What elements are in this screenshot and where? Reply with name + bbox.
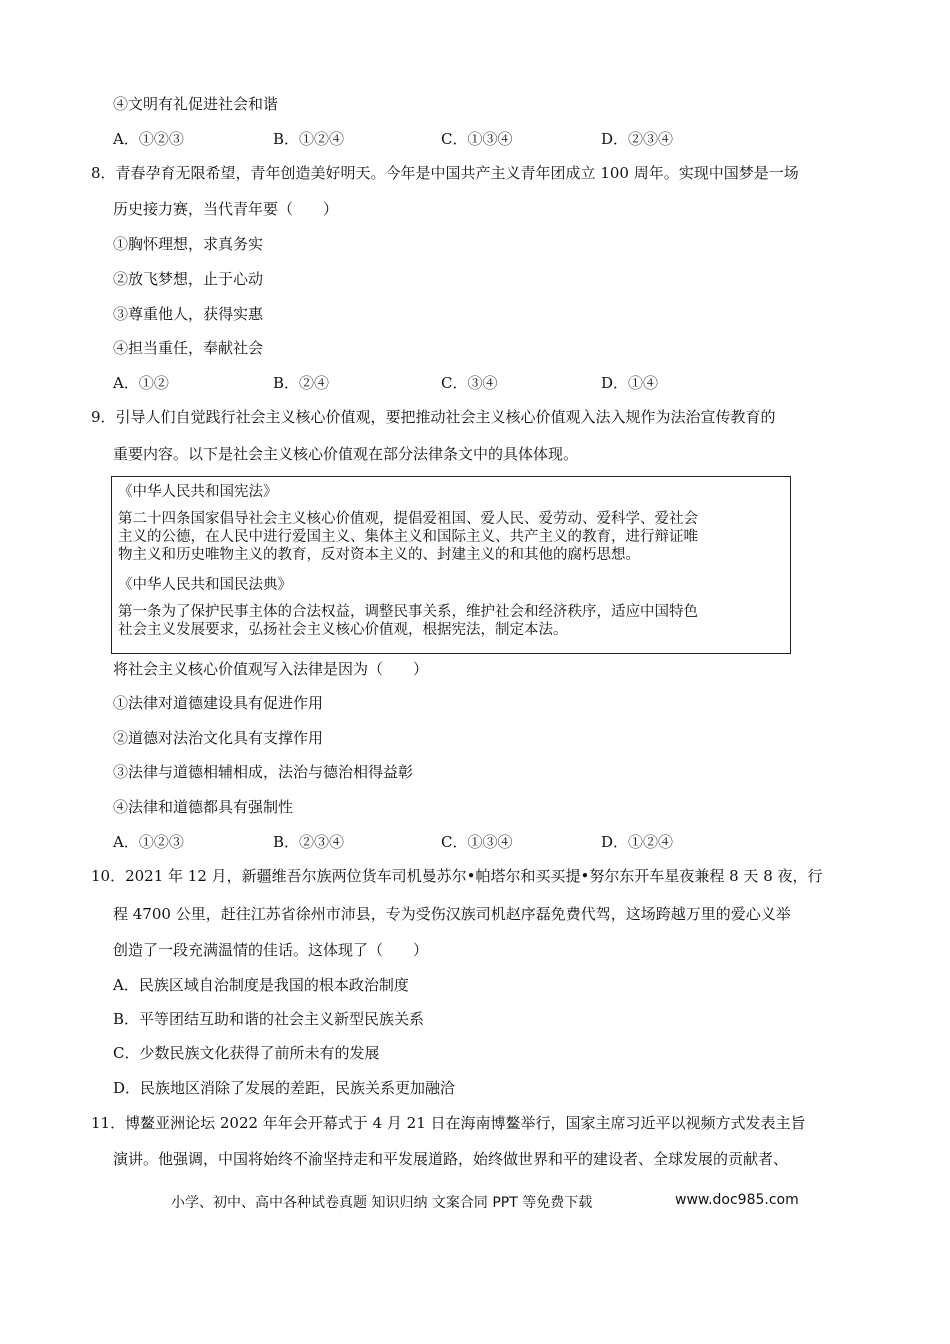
q10-option-d[interactable]: D．民族地区消除了发展的差距，民族关系更加融洽 (113, 1079, 456, 1097)
law-2-text-line-2: 社会主义发展要求，弘扬社会主义核心价值观，根据宪法，制定本法。 (118, 622, 568, 638)
q10-option-c[interactable]: C．少数民族文化获得了前所未有的发展 (113, 1044, 380, 1062)
q7-option-c[interactable]: C．①③④ (441, 130, 513, 148)
q9-question: 将社会主义核心价值观写入法律是因为（ ） (113, 660, 429, 678)
q9-option-a[interactable]: A．①②③ (113, 833, 184, 851)
q10-stem-line-1: 10．2021 年 12 月，新疆维吾尔族两位货车司机曼苏尔•帕塔尔和买买提•努尔东开车星夜兼程 8 天 8 夜，行 (91, 867, 823, 885)
law-1-text-line-3: 物主义和历史唯物主义的教育，反对资本主义的、封建主义的和其他的腐朽思想。 (118, 547, 640, 563)
q8-option-a[interactable]: A．①② (113, 374, 169, 392)
q8-option-c[interactable]: C．③④ (441, 374, 498, 392)
q9-item-2: ②道德对法治文化具有支撑作用 (113, 729, 324, 747)
q8-option-b[interactable]: B．②④ (273, 374, 330, 392)
q9-item-4: ④法律和道德都具有强制性 (113, 798, 294, 816)
law-1-text-line-2: 主义的公德，在人民中进行爱国主义、集体主义和国际主义、共产主义的教育，进行辩证唯 (118, 529, 698, 545)
q10-stem-line-2: 程 4700 公里，赶往江苏省徐州市沛县，专为受伤汉族司机赵序磊免费代驾，这场跨越万里的爱心义举 (113, 905, 791, 923)
q8-stem-line-2: 历史接力赛，当代青年要（ ） (113, 200, 339, 218)
q8-option-d[interactable]: D．①④ (601, 374, 659, 392)
q10-option-b[interactable]: B．平等团结互助和谐的社会主义新型民族关系 (113, 1010, 425, 1028)
q11-stem-line-2: 演讲。他强调，中国将始终不渝坚持走和平发展道路，始终做世界和平的建设者、全球发展的贡献者、 (113, 1150, 789, 1168)
q10-stem-line-3: 创造了一段充满温情的佳话。这体现了（ ） (113, 941, 429, 959)
q8-item-4: ④担当重任，奉献社会 (113, 339, 264, 357)
footer-text: 小学、初中、高中各种试卷真题 知识归纳 文案合同 PPT 等免费下载 (171, 1195, 593, 1211)
q8-item-1: ①胸怀理想，求真务实 (113, 235, 264, 253)
q7-options (113, 129, 813, 149)
q7-option-a[interactable]: A．①②③ (113, 130, 184, 148)
q8-stem-line-1: 8．青春孕育无限希望，青年创造美好明天。今年是中国共产主义青年团成立 100 周年。实现中国梦是一场 (91, 164, 799, 182)
q8-item-2: ②放飞梦想，止于心动 (113, 270, 264, 288)
q9-option-b[interactable]: B．②③④ (273, 833, 345, 851)
law-2-title: 《中华人民共和国民法典》 (118, 577, 292, 593)
law-1-text-line-1: 第二十四条国家倡导社会主义核心价值观，提倡爱祖国、爱人民、爱劳动、爱科学、爱社会 (118, 511, 698, 527)
q7-option-b[interactable]: B．①②④ (273, 130, 345, 148)
q9-option-c[interactable]: C．①③④ (441, 833, 513, 851)
q9-stem-line-2: 重要内容。以下是社会主义核心价值观在部分法律条文中的具体体现。 (113, 445, 579, 463)
q7-option-d[interactable]: D．②③④ (601, 130, 674, 148)
q7-item-4: ④文明有礼促进社会和谐 (113, 95, 279, 113)
q9-option-d[interactable]: D．①②④ (601, 833, 674, 851)
q9-item-3: ③法律与道德相辅相成，法治与德治相得益彰 (113, 763, 414, 781)
q9-options (113, 832, 813, 852)
law-2-text-line-1: 第一条为了保护民事主体的合法权益，调整民事关系，维护社会和经济秩序，适应中国特色 (118, 604, 698, 620)
q8-options (113, 373, 813, 393)
law-1-title: 《中华人民共和国宪法》 (118, 484, 278, 500)
q9-stem-line-1: 9．引导人们自觉践行社会主义核心价值观，要把推动社会主义核心价值观入法入规作为法治宣传教育的 (91, 408, 776, 426)
q9-item-1: ①法律对道德建设具有促进作用 (113, 694, 324, 712)
law-excerpt-box (111, 476, 791, 654)
footer-link[interactable]: www.doc985.com (675, 1192, 799, 1208)
q8-item-3: ③尊重他人，获得实惠 (113, 305, 264, 323)
q11-stem-line-1: 11．博鳌亚洲论坛 2022 年年会开幕式于 4 月 21 日在海南博鳌举行，国家主席习近平以视频方式发表主旨 (91, 1114, 806, 1132)
q10-option-a[interactable]: A．民族区域自治制度是我国的根本政治制度 (113, 976, 409, 994)
